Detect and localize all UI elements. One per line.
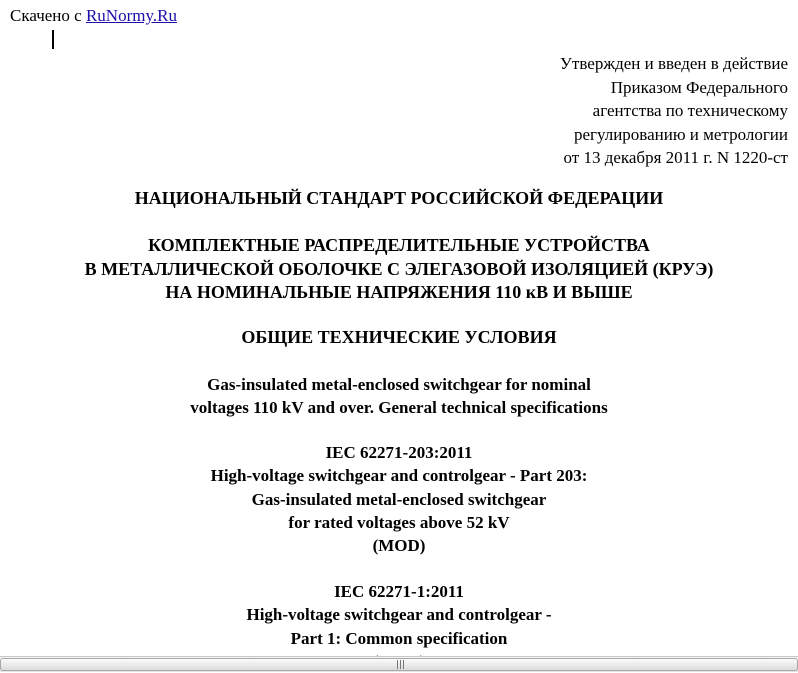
reference-line: High-voltage switchgear and controlgear - Part 203: (210, 466, 588, 486)
english-title-line: voltages 110 kV and over. General technical specifications (190, 398, 608, 417)
horizontal-scrollbar[interactable] (0, 656, 798, 672)
approval-line: регулированию и метрологии (573, 124, 788, 144)
subtitle (0, 326, 798, 350)
subtitle-text: ОБЩИЕ ТЕХНИЧЕСКИЕ УСЛОВИЯ (241, 327, 557, 347)
reference-line: (MOD) (372, 536, 426, 556)
document-title (0, 234, 798, 305)
reference-line: Part 1: Common specification (290, 628, 508, 648)
english-title (0, 373, 798, 419)
reference-line: for rated voltages above 52 kV (288, 512, 510, 532)
approval-line: агентства по техническому (592, 101, 788, 120)
text-cursor (52, 30, 54, 49)
standard-title (0, 187, 798, 211)
document-title-line: НА НОМИНАЛЬНЫЕ НАПРЯЖЕНИЯ 110 кВ И ВЫШЕ (165, 282, 633, 302)
reference-line: Gas-insulated metal-enclosed switchgear (251, 489, 547, 509)
reference-line: High-voltage switchgear and controlgear - (246, 605, 552, 625)
grip-icon (396, 660, 406, 669)
approval-line: Утвержден и введен в действие (559, 54, 788, 73)
document-title-line: КОМПЛЕКТНЫЕ РАСПРЕДЕЛИТЕЛЬНЫЕ УСТРОЙСТВА (148, 235, 650, 255)
reference-line: IEC 62271-203:2011 (325, 443, 473, 462)
runormy-link[interactable]: RuNormy.Ru (85, 6, 177, 25)
approval-line: от 13 декабря 2011 г. N 1220-ст (563, 148, 788, 167)
english-title-line: Gas-insulated metal-enclosed switchgear for nominal (207, 375, 591, 394)
iec-reference-203 (0, 441, 798, 557)
approval-block (560, 52, 788, 170)
reference-line: IEC 62271-1:2011 (334, 582, 464, 601)
source-line (10, 6, 177, 26)
scrollbar-thumb[interactable] (0, 658, 798, 671)
source-prefix: Скачено с (10, 6, 86, 25)
standard-title-text: НАЦИОНАЛЬНЫЙ СТАНДАРТ РОССИЙСКОЙ ФЕДЕРАЦИИ (134, 188, 664, 208)
document-title-line: В МЕТАЛЛИЧЕСКОЙ ОБОЛОЧКЕ С ЭЛЕГАЗОВОЙ ИЗОЛЯЦИЕЙ (КРУЭ) (84, 258, 714, 279)
approval-line: Приказом Федерального (610, 77, 788, 97)
